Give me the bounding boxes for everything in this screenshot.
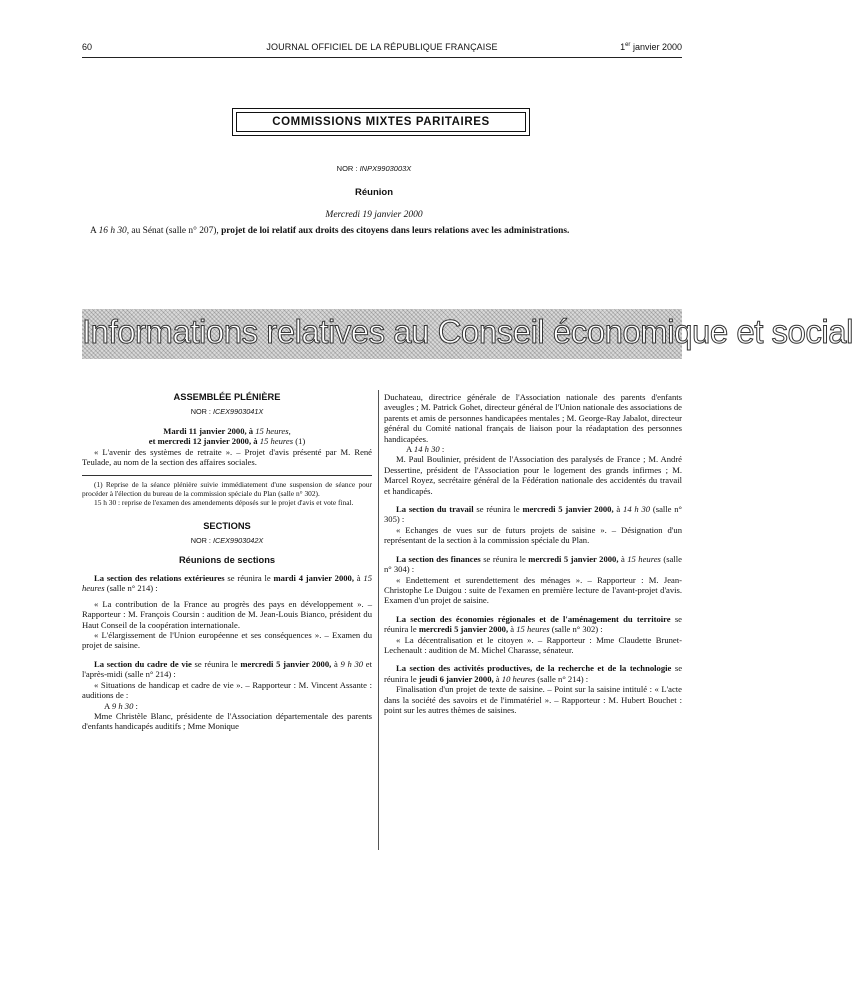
section-economies-item: « La décentralisation et le citoyen ». – Rapporteur : Mme Claudette Brunet-Lechenault : audition de M. Michel Charasse, sénateur. <box>384 634 682 655</box>
section-finances-item: « Endettement et surendettement des ménages ». – Rapporteur : M. Jean-Christophe Le Duigou : suite de l'examen en première lecture de l'avant-projet d'avis. Examen d'un projet de saisine. <box>384 574 682 606</box>
section-relations-item-2: « L'élargissement de l'Union européenne et ses conséquences ». – Examen du projet de saisine. <box>82 630 372 651</box>
section-cadre-item-1: « Situations de handicap et cadre de vie ». – Rapporteur : M. Vincent Assante : auditions de : <box>82 679 372 701</box>
column-separator <box>378 390 379 850</box>
section-relations-heading: La section des relations extérieures se réunira le mardi 4 janvier 2000, à 15 heures (salle n° 214) : <box>82 573 372 594</box>
left-column <box>82 392 372 732</box>
sections-title: SECTIONS <box>203 520 251 531</box>
page-number: 60 <box>82 42 93 52</box>
section-cadre-heading: La section du cadre de vie se réunira le mercredi 5 janvier 2000, à 9 h 30 et l'après-midi (salle n° 214) : <box>82 658 372 680</box>
section-cadre-item-2: Mme Christèle Blanc, présidente de l'Association départementale des parents d'enfants handicapés auditifs ; Mme Monique <box>82 710 372 732</box>
reunion-agenda: A 16 h 30, au Sénat (salle n° 207), projet de loi relatif aux droits des citoyens dans leurs relations avec les administrations. <box>90 226 570 236</box>
journal-title: JOURNAL OFFICIEL DE LA RÉPUBLIQUE FRANÇAISE <box>266 42 498 52</box>
commissions-nor: NOR : INPX9903003X <box>336 164 412 173</box>
cadre-item-3: M. Paul Boulinier, président de l'Association des paralysés de France ; M. André Dessertine, président de l'Association pour le logement des grands infirmes ; M. Marcel Royez, secrétaire général de la Fédération nationale des accidentés du travail et handicapés. <box>384 454 682 496</box>
issue-date: 1er janvier 2000 <box>620 42 682 52</box>
section-economies-heading: La section des économies régionales et de l'aménagement du territoire se réunira le mercredi 5 janvier 2000, à 15 heures (salle n° 302) : <box>384 613 682 635</box>
section-activites-item: Finalisation d'un projet de texte de saisine. – Point sur la saisine intitulé : « L'acte dans la société des savoirs et de l'immatériel ». – Rapporteur : M. Hubert Bouchet : point sur les autres thèmes de saisines. <box>384 684 682 715</box>
sections-nor: NOR : ICEX9903042X <box>190 536 264 546</box>
assemblee-date-2: et mercredi 12 janvier 2000, à 15 heures (1) <box>148 436 306 447</box>
cadre-continued: Duchateau, directrice générale de l'Association nationale des parents d'enfants aveugles ; M. Patrick Gohet, directeur général de l'Union nationale des associations de parents et amis de personnes handicapées mentales ; M. George-Ray Jabalot, directeur général du Comité national français de liaison pour la réadaptation des personnes handicapées. <box>384 392 682 444</box>
section-activites-heading: La section des activités productives, de la recherche et de la technologie se réunira le jeudi 6 janvier 2000, à 10 heures (salle n° 214) : <box>384 663 683 684</box>
assemblee-date-1: Mardi 11 janvier 2000, à 15 heures, <box>163 425 291 436</box>
assemblee-agenda: « L'avenir des systèmes de retraite ». – Projet d'avis présenté par M. René Teulade, au nom de la section des affaires sociales. <box>82 446 372 468</box>
running-header <box>82 42 682 56</box>
cadre-time-2: A 14 h 30 : <box>406 444 445 455</box>
ces-banner-title: Informations relatives au Conseil économique et social <box>82 313 853 350</box>
assemblee-title: ASSEMBLÉE PLÉNIÈRE <box>173 392 281 402</box>
assemblee-nor: NOR : ICEX9903041X <box>190 407 264 417</box>
section-relations-item-1: « La contribution de la France au progrès des pays en développement ». – Rapporteur : M. François Coursin : audition de M. Jean-Louis Bianco, président du Haut Conseil de la coopération internationale. <box>82 598 372 630</box>
section-travail-heading: La section du travail se réunira le mercredi 5 janvier 2000, à 14 h 30 (salle n° 305) : <box>384 504 682 525</box>
section-cadre-time: A 9 h 30 : <box>104 700 138 711</box>
commissions-title: COMMISSIONS MIXTES PARITAIRES <box>236 112 526 132</box>
footnote-rule <box>82 475 372 476</box>
right-column <box>384 392 682 715</box>
reunion-title: Réunion <box>355 187 393 198</box>
footnote-1: (1) Reprise de la séance plénière suivie immédiatement d'une suspension de séance pour procéder à l'élection du bureau de la commission spéciale du Plan (salle n° 302). <box>82 480 372 499</box>
commissions-title-box <box>232 108 530 136</box>
header-rule <box>82 57 682 58</box>
section-finances-heading: La section des finances se réunira le mercredi 5 janvier 2000, à 15 heures (salle n° 304) : <box>384 553 682 575</box>
section-travail-item: « Echanges de vues sur de futurs projets de saisine ». – Désignation d'un représentant de la section à la commission spéciale du Plan. <box>384 524 682 546</box>
reunion-date: Mercredi 19 janvier 2000 <box>325 210 423 220</box>
ces-banner <box>82 309 853 359</box>
reunions-title: Réunions de sections <box>178 554 276 565</box>
footnote-2: 15 h 30 : reprise de l'examen des amendements déposés sur le projet d'avis et vote final. <box>94 498 354 508</box>
